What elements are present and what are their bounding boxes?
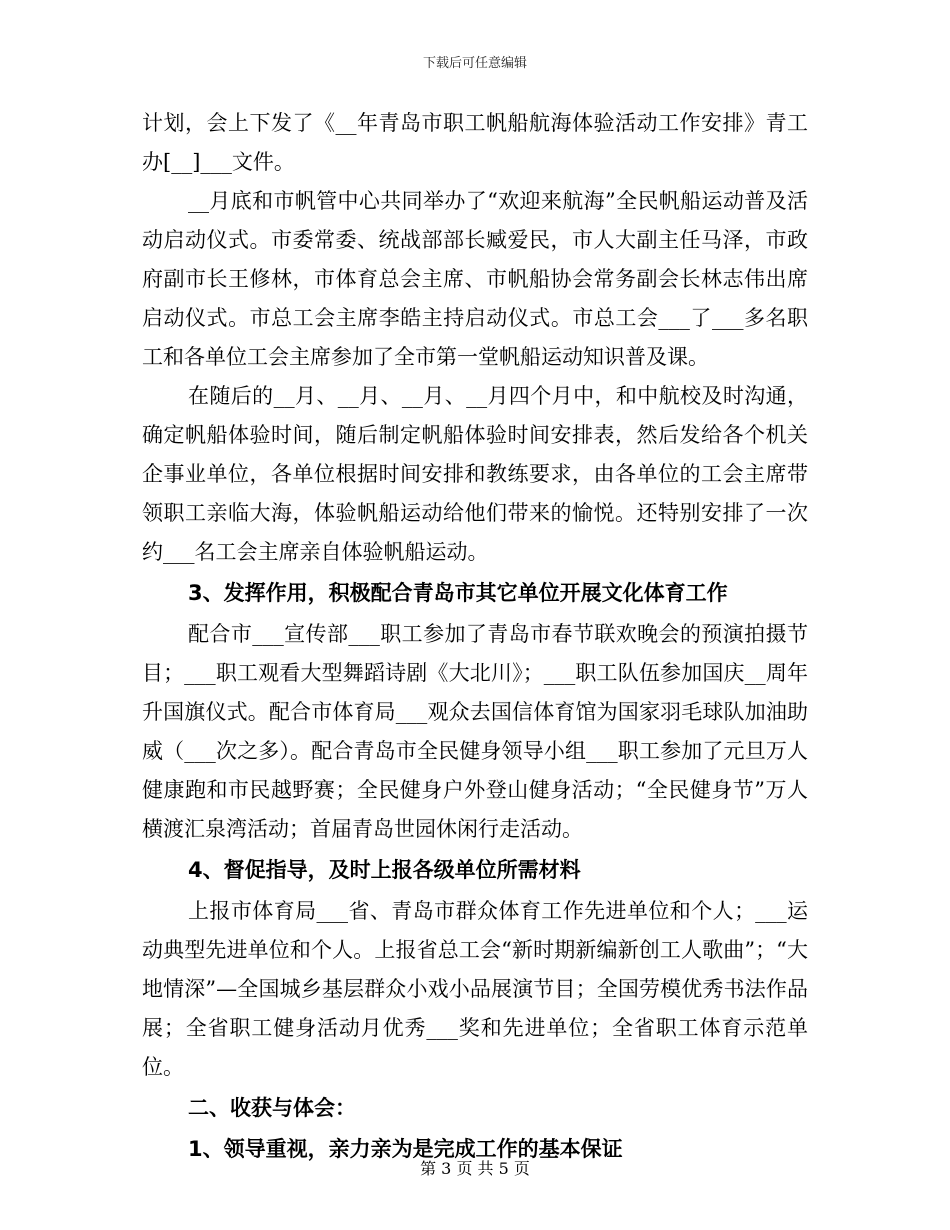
paragraph-cooperation: 配合市___宣传部___职工参加了青岛市春节联欢晚会的预演拍摄节目；___职工观看大型舞蹈诗剧《大北川》；___职工队伍参加国庆__周年升国旗仪式。配合市体育局___观众去国信体育馆为国家羽毛球队加油助威（___次之多）。配合青岛市全民健身领导小组___职工参加了元旦万人健康跑和市民越野赛；全民健身户外登山健身活动；“全民健身节”万人横渡汇泉湾活动；首届青岛世园休闲行走活动。 <box>142 622 808 841</box>
section-heading-3: 3、发挥作用，积极配合青岛市其它单位开展文化体育工作 <box>188 581 728 605</box>
section-heading-4: 4、督促指导，及时上报各级单位所需材料 <box>188 858 581 882</box>
page-header: 下载后可任意编辑 <box>422 56 527 71</box>
document-body <box>142 104 808 1171</box>
paragraph-launch-ceremony: __月底和市帆管中心共同举办了“欢迎来航海”全民帆船运动普及活动启动仪式。市委常委、统战部部长臧爱民，市人大副主任马泽，市政府副市长王修林，市体育总会主席、市帆船协会常务副会长林志伟出席启动仪式。市总工会主席李皓主持启动仪式。市总工会___了___多名职工和各单位工会主席参加了全市第一堂帆船运动知识普及课。 <box>142 189 808 369</box>
page-footer: 第 3 页 共 5 页 <box>420 1159 530 1178</box>
paragraph-continuation: 计划，会上下发了《__年青岛市职工帆船航海体验活动工作安排》青工办[__]___文件。 <box>142 111 808 174</box>
paragraph-reporting: 上报市体育局___省、青岛市群众体育工作先进单位和个人；___运动典型先进单位和个人。上报省总工会“新时期新编新创工人歌曲”；“大地情深”—全国城乡基层群众小戏小品展演节目；全国劳模优秀书法作品展；全省职工健身活动月优秀___奖和先进单位；全省职工体育示范单位。 <box>142 899 808 1079</box>
section-heading-1: 1、领导重视，亲力亲为是完成工作的基本保证 <box>188 1137 623 1161</box>
section-heading-harvest: 二、收获与体会： <box>188 1096 356 1120</box>
paragraph-sailing-experience: 在随后的__月、__月、__月、__月四个月中，和中航校及时沟通，确定帆船体验时间，随后制定帆船体验时间安排表，然后发给各个机关企事业单位，各单位根据时间安排和教练要求，由各单位的工会主席带领职工亲临大海，体验帆船运动给他们带来的愉悦。还特别安排了一次约___名工会主席亲自体验帆船运动。 <box>142 384 808 564</box>
